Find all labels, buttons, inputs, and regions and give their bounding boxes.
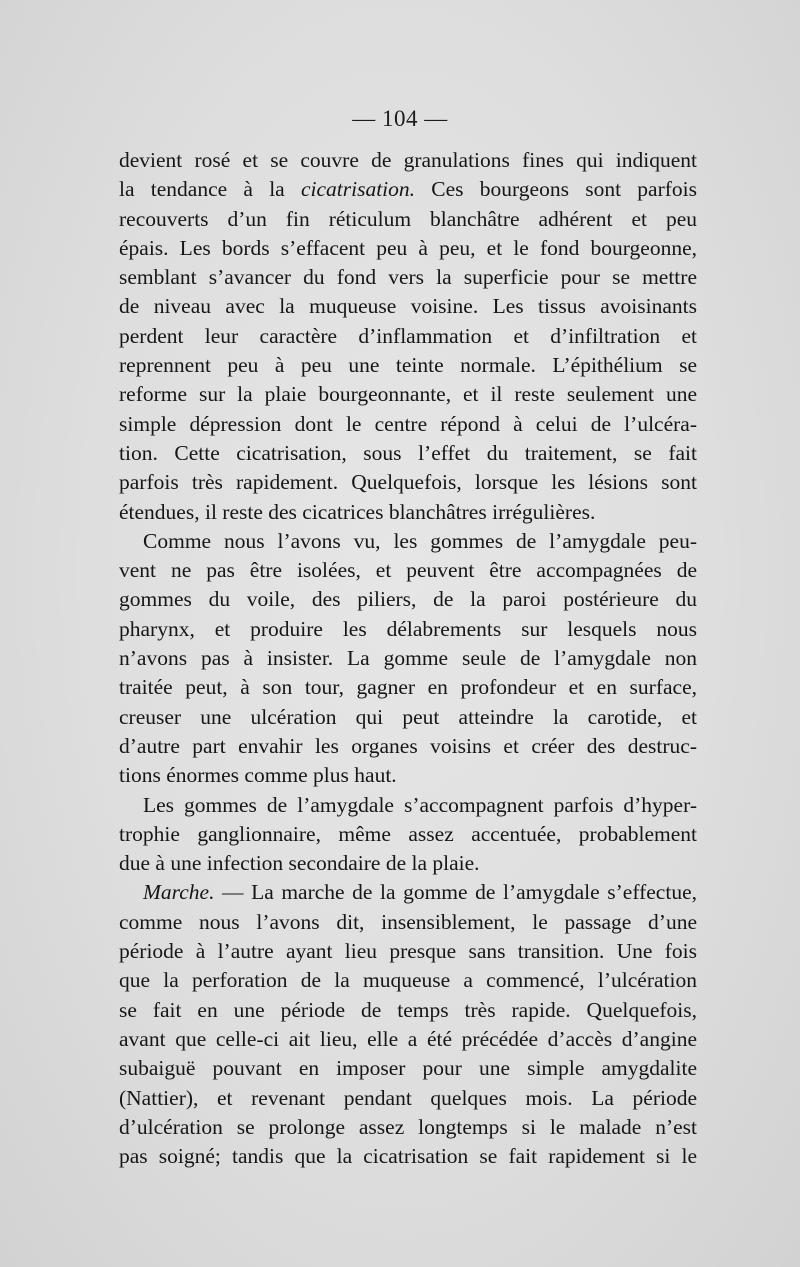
text-line — [119, 498, 697, 527]
text-line — [119, 585, 697, 614]
text-line — [119, 1113, 697, 1142]
text-run: creuser une ulcération qui peut atteindre la carotide, et — [119, 704, 697, 729]
text-run: simple dépression dont le centre répond à celui de l’ulcéra- — [119, 411, 697, 436]
text-line — [119, 673, 697, 702]
text-run: traitée peut, à son tour, gagner en profondeur et en surface, — [119, 675, 697, 700]
body-text — [119, 146, 697, 1171]
text-line — [119, 820, 697, 849]
text-line — [119, 205, 697, 234]
text-line — [119, 937, 697, 966]
text-line — [119, 527, 697, 556]
text-run: (Nattier), et revenant pendant quelques mois. La période — [119, 1085, 697, 1110]
text-run: tion. Cette cicatrisation, sous l’effet du traitement, se fait — [119, 440, 697, 465]
text-run: subaiguë pouvant en imposer pour une simple amygdalite — [119, 1056, 697, 1081]
text-line — [119, 1084, 697, 1113]
text-line — [119, 380, 697, 409]
text-run: se fait en une période de temps très rapide. Quelquefois, — [119, 997, 697, 1022]
text-run: tions énormes comme plus haut. — [119, 763, 397, 788]
text-run: que la perforation de la muqueuse a commencé, l’ulcération — [119, 968, 697, 993]
italic-text: cicatrisation. — [300, 177, 416, 202]
text-run: reforme sur la plaie bourgeonnante, et il reste seulement une — [119, 382, 697, 407]
text-line — [119, 1054, 697, 1083]
text-run: reprennent peu à peu une teinte normale. L’épithélium se — [119, 353, 697, 378]
text-line — [119, 175, 697, 204]
text-line — [119, 146, 697, 175]
text-run: pas soigné; tandis que la cicatrisation se fait rapidement si le — [119, 1144, 697, 1169]
text-line — [119, 263, 697, 292]
text-run: due à une infection secondaire de la plaie. — [119, 851, 480, 876]
text-run: d’ulcération se prolonge assez longtemps si le malade n’est — [119, 1114, 697, 1139]
text-run: période à l’autre ayant lieu presque sans transition. Une fois — [119, 939, 697, 964]
paragraph — [119, 878, 697, 1171]
text-run: la tendance à la — [119, 177, 301, 202]
text-line — [119, 1025, 697, 1054]
text-line — [119, 1142, 697, 1171]
text-line — [119, 410, 697, 439]
text-line — [119, 439, 697, 468]
text-run: gommes du voile, des piliers, de la paroi postérieure du — [119, 587, 697, 612]
text-run: de niveau avec la muqueuse voisine. Les tissus avoisinants — [119, 294, 697, 319]
paragraph — [119, 791, 697, 879]
text-line — [119, 468, 697, 497]
text-line — [119, 615, 697, 644]
text-line — [119, 908, 697, 937]
text-line — [119, 996, 697, 1025]
text-run: devient rosé et se couvre de granulations fines qui indiquent — [119, 148, 697, 172]
text-run: Comme nous l’avons vu, les gommes de l’amygdale peu- — [143, 528, 697, 553]
text-run: avant que celle-ci ait lieu, elle a été précédée d’accès d’angine — [119, 1026, 697, 1051]
text-run: trophie ganglionnaire, même assez accentuée, probablement — [119, 821, 697, 846]
text-line — [119, 292, 697, 321]
text-line — [119, 878, 697, 907]
text-run: d’autre part envahir les organes voisins et créer des destruc- — [119, 733, 697, 758]
text-run: vent ne pas être isolées, et peuvent être accompagnées de — [119, 558, 697, 583]
text-line — [119, 761, 697, 790]
text-run: parfois très rapidement. Quelquefois, lorsque les lésions sont — [119, 470, 697, 495]
text-line — [119, 351, 697, 380]
paragraph — [119, 527, 697, 791]
text-line — [119, 234, 697, 263]
italic-text: Marche. — [143, 880, 215, 905]
text-line — [119, 644, 697, 673]
text-run: pharynx, et produire les délabrements sur lesquels nous — [119, 616, 697, 641]
text-line — [119, 849, 697, 878]
text-line — [119, 791, 697, 820]
text-run: n’avons pas à insister. La gomme seule de l’amygdale non — [119, 646, 697, 671]
text-run: Ces bourgeons sont parfois — [415, 177, 697, 202]
text-run: recouverts d’un fin réticulum blanchâtre adhérent et peu — [119, 206, 697, 231]
text-line — [119, 732, 697, 761]
text-run: — La marche de la gomme de l’amygdale s’effectue, — [214, 880, 697, 905]
text-run: Les gommes de l’amygdale s’accompagnent parfois d’hyper- — [143, 792, 697, 817]
text-line — [119, 703, 697, 732]
text-line — [119, 556, 697, 585]
text-run: perdent leur caractère d’inflammation et d’infiltration et — [119, 323, 697, 348]
text-run: étendues, il reste des cicatrices blanchâtres irrégulières. — [119, 499, 596, 524]
page-number: — 104 — — [352, 106, 448, 131]
text-run: épais. Les bords s’effacent peu à peu, et le fond bourgeonne, — [119, 235, 697, 260]
text-line — [119, 966, 697, 995]
text-line — [119, 322, 697, 351]
text-run: semblant s’avancer du fond vers la superficie pour se mettre — [119, 265, 697, 290]
paragraph — [119, 146, 697, 527]
text-run: comme nous l’avons dit, insensiblement, le passage d’une — [119, 909, 697, 934]
